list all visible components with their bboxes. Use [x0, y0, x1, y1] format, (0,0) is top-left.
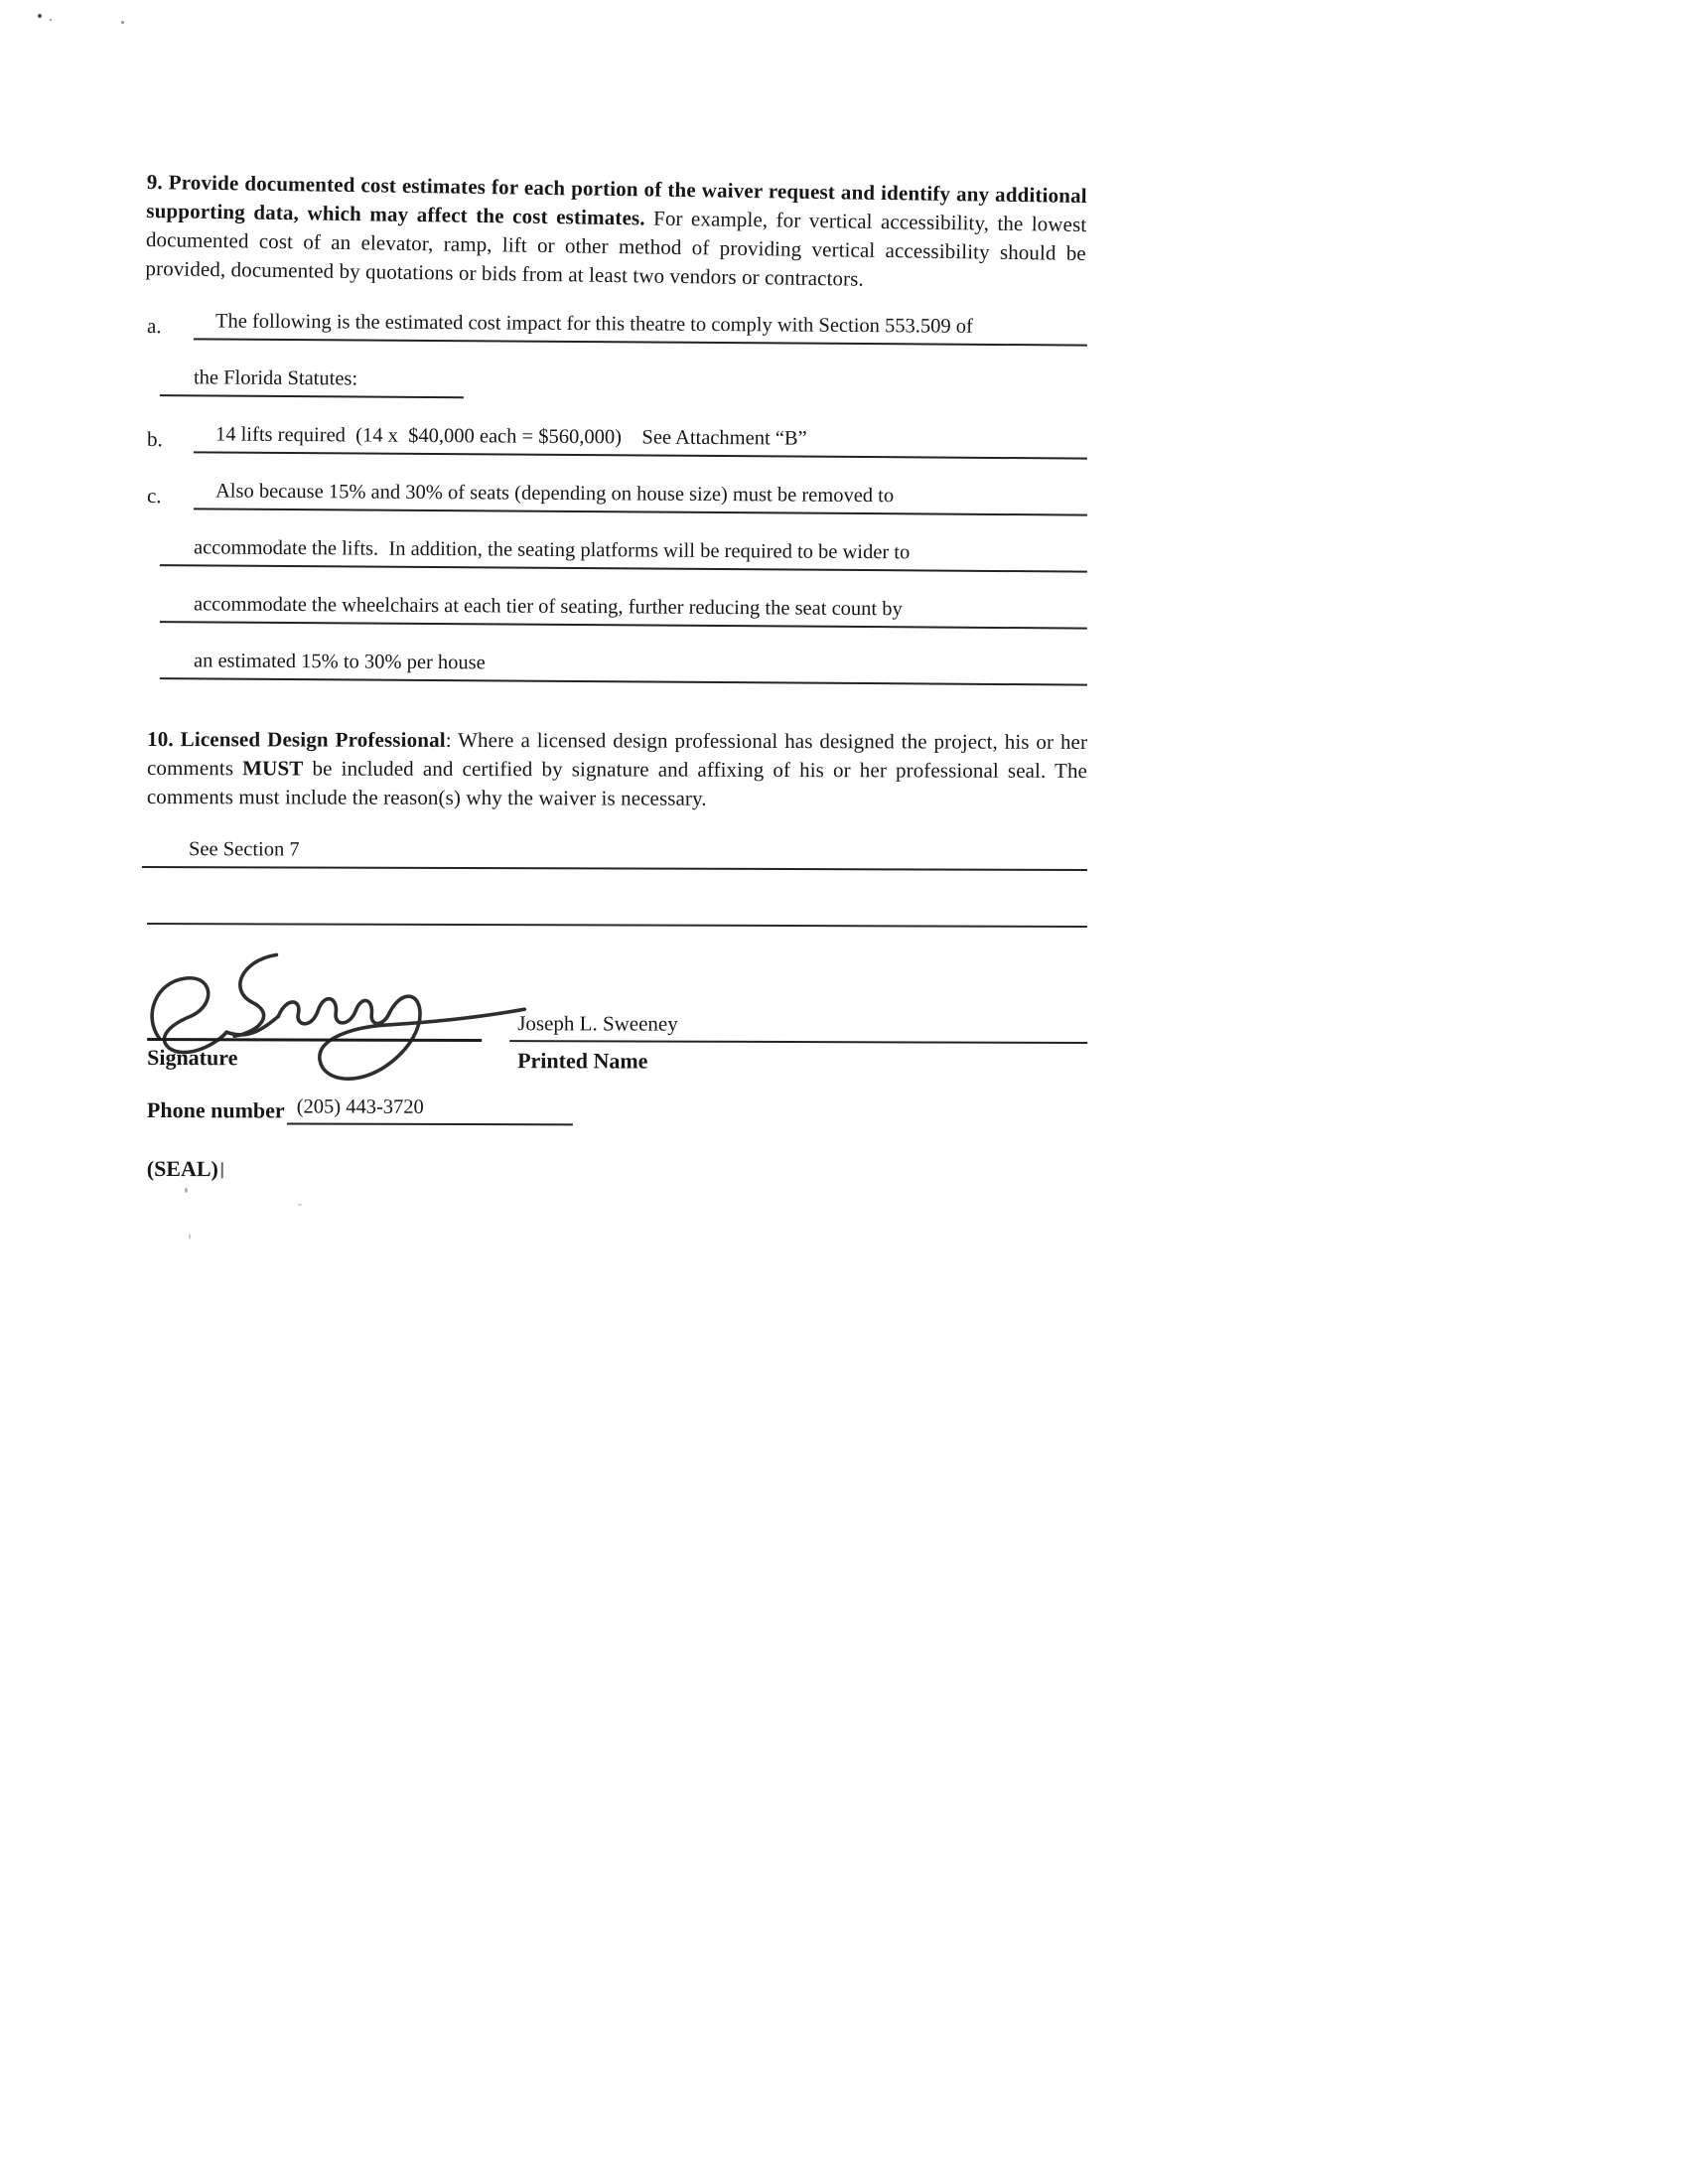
answer-a-line-2: the Florida Statutes: [160, 365, 464, 398]
answer-b-line-1: 14 lifts required (14 x $40,000 each = $560,000) See Attachment “B” [194, 422, 1087, 459]
item-9-heading: 9. Provide documented cost estimates for each portion of the waiver request and identify any additional supporting data, which may affect the cost estimates. [146, 169, 1087, 230]
answer-c-row-4 [147, 649, 1087, 686]
signature-labels-row [147, 1041, 1087, 1076]
answer-c-row-2 [147, 535, 1087, 573]
item-10-must: MUST [242, 756, 304, 781]
seal-row [147, 1156, 1087, 1185]
answer-c-line-4: an estimated 15% to 30% per house [160, 649, 1087, 686]
answer-c-row-1 [147, 479, 1087, 516]
section-7-answer-line: See Section 7 [142, 837, 1087, 871]
answer-a-line-1: The following is the estimated cost impact for this theatre to comply with Section 553.509 of [194, 309, 1087, 346]
signature-label: Signature [147, 1045, 238, 1071]
phone-number-label: Phone number [146, 1097, 285, 1123]
printed-name-column [509, 1010, 1087, 1044]
item-10-heading: 10. Licensed Design Professional [147, 727, 446, 752]
empty-answer-line [147, 895, 1087, 928]
scan-speck [185, 1188, 188, 1193]
item-10-body-2: be included and certified by signature and affixing of his or her professional seal. The comments must include the reason(s) why the waiver is necessary. [146, 756, 1088, 810]
scan-speck [121, 21, 124, 24]
scan-speck [38, 14, 42, 18]
answer-b-label: b. [146, 427, 163, 452]
answer-a-row-1 [147, 309, 1087, 347]
printed-name-label: Printed Name [517, 1048, 648, 1074]
answer-b-row [147, 422, 1087, 460]
signature-section [147, 1006, 1088, 1185]
scan-speck [50, 19, 52, 21]
answer-a-label: a. [146, 314, 162, 339]
seal-label: (SEAL) [146, 1155, 218, 1182]
scan-speck [221, 1162, 223, 1178]
scan-speck [298, 1204, 302, 1206]
answer-c-line-1: Also because 15% and 30% of seats (depending on house size) must be removed to [194, 479, 1087, 515]
signature-column [147, 1006, 482, 1042]
answer-a-row-2 [147, 365, 1087, 403]
scan-speck [189, 1234, 191, 1239]
answer-c-row-3 [147, 592, 1087, 630]
phone-number-row [147, 1094, 1087, 1127]
document-content [147, 147, 1087, 1182]
printed-name-line: Joseph L. Sweeney [509, 1010, 1087, 1044]
section-7-row [147, 837, 1087, 871]
item-10-body-1: : Where a licensed design professional has designed the project, his or her comments [146, 727, 1088, 781]
signature-lines-row [147, 1006, 1087, 1044]
answer-c-line-2: accommodate the lifts. In addition, the seating platforms will be required to be wider to [160, 535, 1087, 573]
signature-line [147, 1006, 482, 1042]
item-9-paragraph [145, 168, 1087, 297]
answer-c-label: c. [146, 484, 162, 509]
signature-handwriting [129, 921, 557, 1105]
phone-number-value: (205) 443-3720 [287, 1094, 573, 1125]
item-10-paragraph [147, 725, 1087, 814]
answer-c-line-3: accommodate the wheelchairs at each tier of seating, further reducing the seat count by [160, 592, 1087, 630]
item-9-body: For example, for vertical accessibility, the lowest documented cost of an elevator, ramp, lift or other method of providing vertical accessibility should be provided, documented by quotations or bids from at least two vendors or contractors. [145, 206, 1087, 291]
